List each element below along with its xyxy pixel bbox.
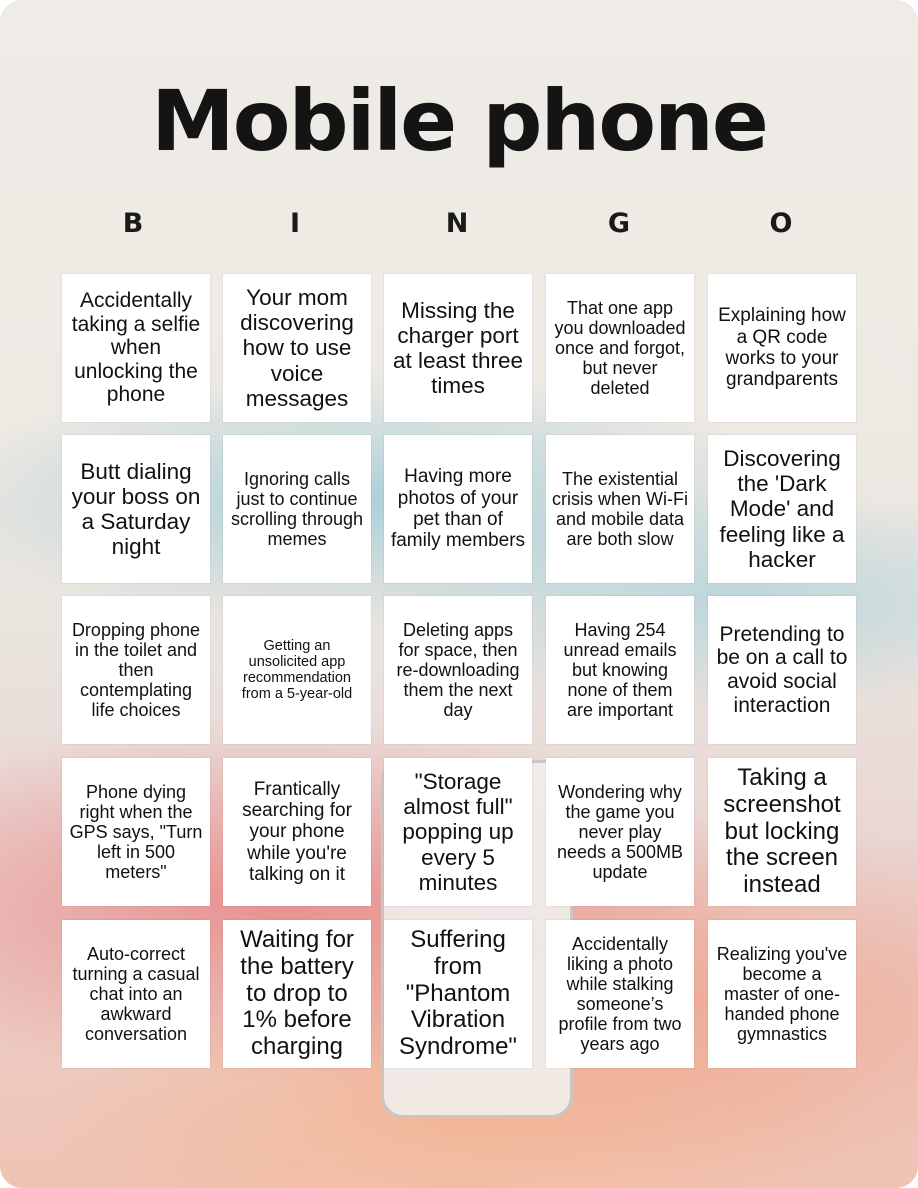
bingo-cell-text: Your mom discovering how to use voice messages [240,285,354,411]
bingo-cell[interactable] [62,435,210,583]
bingo-cell-text: Missing the charger port at least three times [392,297,524,399]
column-letter-i: I [289,208,301,239]
bingo-cell-text: Suffering from "Phantom Vibration Syndrome" [399,925,517,1061]
column-letter-g: G [607,208,631,239]
bingo-cell[interactable] [223,596,371,744]
bingo-cell[interactable] [546,596,694,744]
bingo-cell-text: Pretending to be on a call to avoid social interaction [716,622,848,717]
bingo-cell-text: Deleting apps for space, then re-downloading them the next day [396,619,520,721]
bingo-cell-text: Discovering the 'Dark Mode' and feeling like a hacker [719,446,845,572]
bingo-cell-text: Ignoring calls just to continue scrolling through memes [230,468,364,550]
bingo-cell-text: Auto-correct turning a casual chat into an awkward conversation [72,943,200,1045]
bingo-cell-text: Butt dialing your boss on a Saturday night [71,458,201,560]
bingo-cell[interactable] [708,920,856,1068]
bingo-cell-text: Dropping phone in the toilet and then contemplating life choices [71,619,201,721]
column-letter-o: O [769,208,793,239]
bingo-cell-text: Having more photos of your pet than of family members [390,466,526,552]
bingo-cell[interactable] [62,920,210,1068]
bingo-cell[interactable] [384,920,532,1068]
bingo-cell[interactable] [223,274,371,422]
bingo-cell-text: Realizing you've become a master of one-handed phone gymnastics [716,943,848,1045]
bingo-cell[interactable] [384,596,532,744]
bingo-cell-text: "Storage almost full" popping up every 5 minutes [402,769,514,895]
bingo-cell-text: That one app you downloaded once and forgot, but never deleted [554,297,686,399]
bingo-cell[interactable] [708,596,856,744]
bingo-cell-text: Taking a screenshot but locking the screen instead [723,763,841,899]
bingo-cell[interactable] [546,920,694,1068]
bingo-cell[interactable] [546,435,694,583]
bingo-cell[interactable] [62,274,210,422]
bingo-cell-text: Having 254 unread emails but knowing none of them are important [563,619,677,721]
bingo-cell[interactable] [223,758,371,906]
bingo-cell[interactable] [223,920,371,1068]
bingo-cell-text: Accidentally taking a selfie when unlocking the phone [71,289,201,407]
bingo-cell-text: Phone dying right when the GPS says, "Turn left in 500 meters" [69,781,203,883]
bingo-cell[interactable] [62,596,210,744]
column-letter-b: B [122,208,144,239]
bingo-cell-text: Frantically searching for your phone while you're talking on it [242,778,352,885]
column-letter-n: N [445,208,469,239]
bingo-cell[interactable] [62,758,210,906]
bingo-cell-text: The existential crisis when Wi-Fi and mobile data are both slow [552,468,689,550]
bingo-cell[interactable] [384,274,532,422]
bingo-cell[interactable] [223,435,371,583]
bingo-cell[interactable] [708,435,856,583]
bingo-cell-text: Accidentally liking a photo while stalking someone’s profile from two years ago [558,933,682,1055]
bingo-grid [60,272,860,1072]
bingo-cell[interactable] [546,274,694,422]
bingo-cell-text: Explaining how a QR code works to your grandparents [718,305,846,391]
page-title: Mobile phone [151,72,767,170]
bingo-cell[interactable] [708,274,856,422]
bingo-header [58,208,858,248]
bingo-cell[interactable] [384,758,532,906]
bingo-cell[interactable] [546,758,694,906]
bingo-cell[interactable] [384,435,532,583]
bingo-cell[interactable] [708,758,856,906]
bingo-cell-text: Getting an unsolicited app recommendation from a 5-year-old [241,637,353,703]
bingo-cell-text: Wondering why the game you never play needs a 500MB update [556,781,684,883]
bingo-cell-text: Waiting for the battery to drop to 1% before charging [240,925,354,1061]
